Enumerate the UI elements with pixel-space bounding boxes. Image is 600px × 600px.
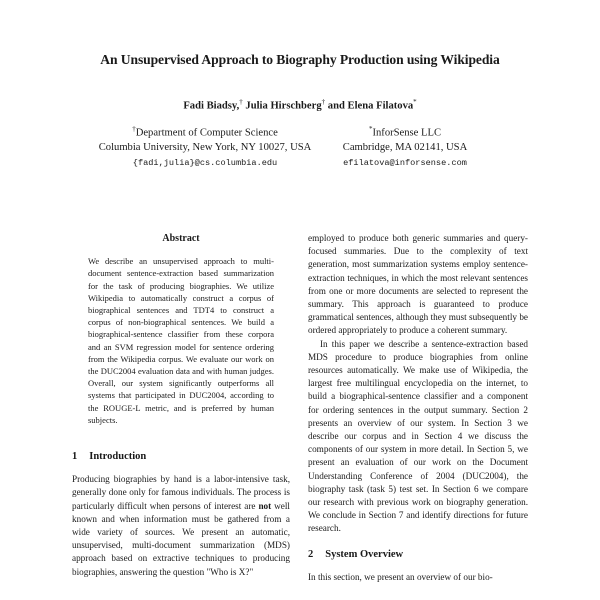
affiliation-place: Columbia University, New York, NY 10027, USA bbox=[98, 142, 312, 154]
intro-bold-word: not bbox=[258, 500, 272, 511]
section-title: Introduction bbox=[89, 451, 147, 463]
body-paragraph: employed to produce both generic summaries and query-focused summaries. Due to the complexity of text generation, most summarization systems employ sentence-extraction techniques, in which the most relevant sentences from one or more documents are selected to represent the summary. This approach is guaranteed to produce grammatical sentences, although they must subsequently be ordered appropriately to produce a coherent summary. bbox=[308, 233, 528, 336]
author-line bbox=[0, 98, 600, 112]
affiliation-email: {fadi,julia}@cs.columbia.edu bbox=[132, 157, 278, 168]
author-conjunction: and bbox=[327, 100, 345, 112]
affiliation-inforsense bbox=[320, 122, 490, 170]
body-paragraph: In this paper we describe a sentence-extraction based MDS procedure to produce biographies from online resources automatically. We make use of Wikipedia, the largest free multilingual encyclopedia on the internet, to build a biographical-sentence classifier and a component for ordering sentences in the output summary. Section 2 presents an overview of our system. In Section 3 we describe our corpus and in Section 4 we discuss the components of our system in more detail. In Section 5, we present an evaluation of our work on the Document Understanding Conference of 2004 (DUC2004), the biography task (task 5) test set. In Section 6 we compare our research with previous work on biography generation. We conclude in Section 7 and identify directions for future research. bbox=[308, 338, 528, 534]
intro-paragraph bbox=[72, 473, 290, 579]
section-heading-system-overview bbox=[308, 548, 528, 561]
affiliation-email: efilatova@inforsense.com bbox=[343, 157, 467, 168]
abstract-text: We describe an unsupervised approach to multi-document sentence-extraction based summarization for the task of producing biographies. We utilize Wikipedia to automatically construct a corpus of biographical sentences and TDT4 to construct a corpus of non-biographical sentences. We build a biographical-sentence classifier from these corpora and an SVM regression model for sentence ordering from the Wikipedia corpus. We evaluate our work on the DUC2004 evaluation data and with human judges. Overall, our system significantly outperforms all systems that participated in DUC2004, according to the ROUGE-L metric, and is preferred by human subjects. bbox=[88, 256, 274, 425]
section-number: 2 bbox=[308, 548, 314, 560]
affiliation-mark: † bbox=[239, 98, 243, 106]
section-number: 1 bbox=[72, 451, 78, 463]
affiliation-mark: * bbox=[368, 125, 373, 133]
section-title: System Overview bbox=[325, 548, 404, 560]
paper-title: An Unsupervised Approach to Biography Production using Wikipedia bbox=[100, 52, 500, 67]
affiliation-org-text: InforSense LLC bbox=[372, 127, 442, 139]
right-column bbox=[308, 232, 528, 584]
author-name: Elena Filatova bbox=[347, 100, 414, 112]
affiliation-mark: † bbox=[321, 98, 326, 106]
section-heading-introduction bbox=[72, 450, 290, 463]
intro-text-part: well known and when information must be gathered from a wide variety of sources. We present an automatic, unsupervised, multi-document summarization (MDS) approach based on extractive techniques to producing biographies, answering the question "Who is X?" bbox=[72, 500, 290, 577]
affiliation-columbia bbox=[70, 122, 340, 170]
intro-text-part: Producing biographies by hand is a labor-intensive task, generally done only for famous individuals. The process is particularly difficult when persons of interest are bbox=[72, 474, 290, 511]
affiliation-org bbox=[320, 122, 490, 141]
affiliation-dept-text: Department of Computer Science bbox=[135, 127, 278, 139]
author-name: Julia Hirschberg bbox=[245, 100, 322, 112]
left-column bbox=[72, 232, 290, 579]
author-name: Fadi Biadsy, bbox=[183, 100, 240, 112]
affiliation-mark: † bbox=[132, 125, 136, 133]
abstract-heading: Abstract bbox=[162, 233, 200, 244]
affiliation-place: Cambridge, MA 02141, USA bbox=[342, 142, 468, 154]
affiliation-mark: * bbox=[413, 98, 417, 106]
body-paragraph: In this section, we present an overview of our bio- bbox=[308, 571, 493, 582]
affiliation-dept bbox=[70, 122, 340, 141]
